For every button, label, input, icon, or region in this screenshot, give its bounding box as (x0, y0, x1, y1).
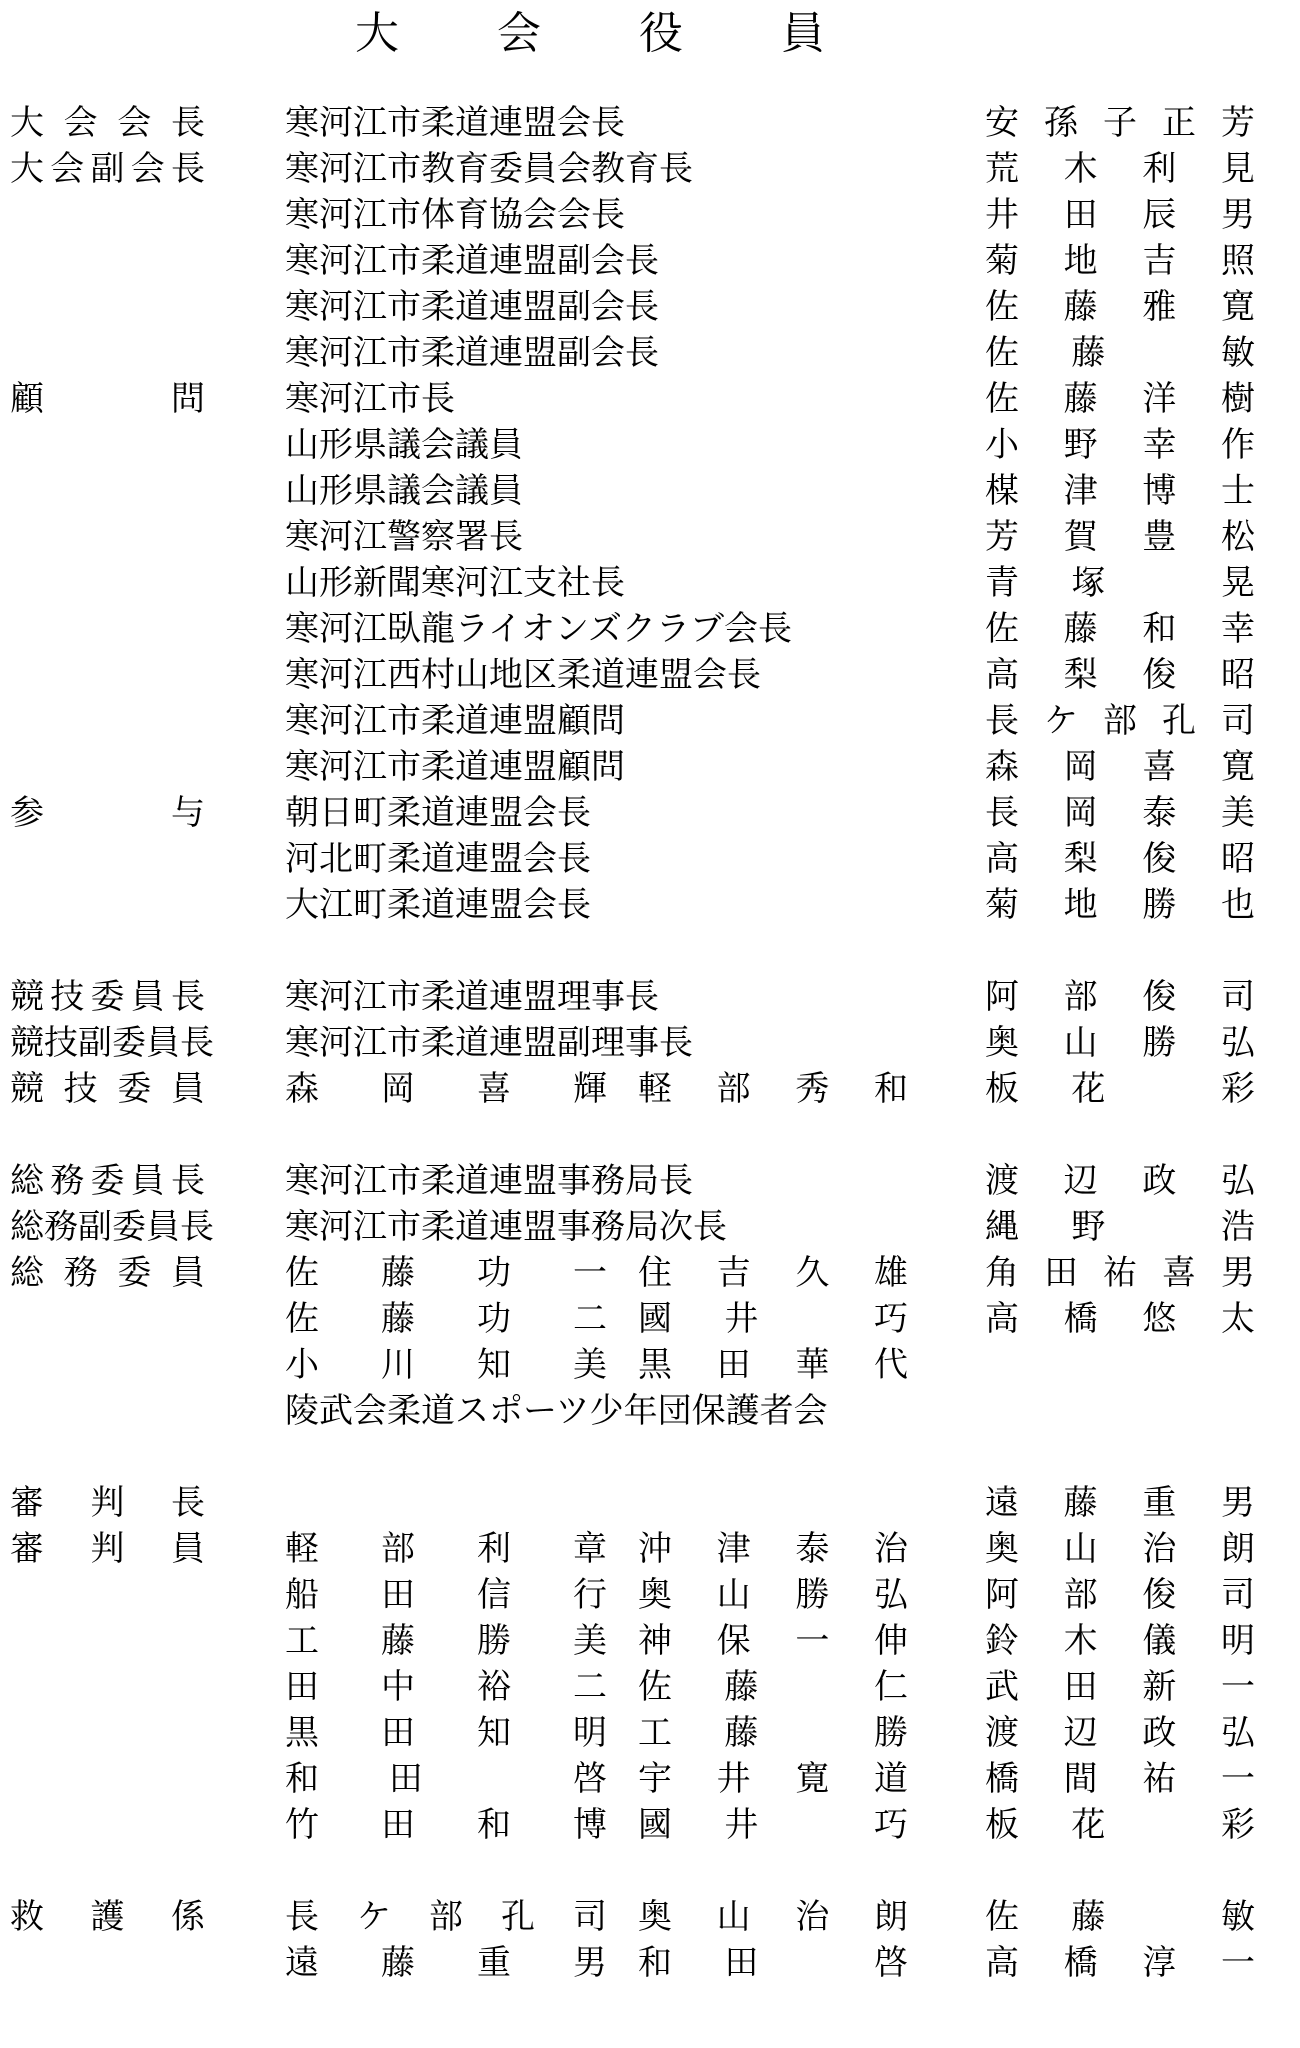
official-name: 高 橋 淳 一 (985, 1943, 1255, 1983)
roster-row (0, 1296, 1300, 1342)
member-name-left: 遠 藤 重 男 (285, 1943, 607, 1983)
roster-row (0, 652, 1300, 698)
member-name-left: 佐 藤 功 二 (285, 1299, 607, 1339)
official-name: 佐 藤 敏 (985, 333, 1255, 373)
member-name-middle: 和 田 啓 (638, 1943, 908, 1983)
role-label: 総 務 委 員 長 (10, 1161, 205, 1201)
member-name-left: 軽 部 利 章 (285, 1529, 607, 1569)
role-label: 競 技 副 委 員 長 (10, 1023, 214, 1063)
roster-row (0, 560, 1300, 606)
organization-title: 寒河江市長 (285, 379, 455, 419)
official-name: 角 田 祐 喜 男 (985, 1253, 1255, 1293)
member-name-left: 黒 田 知 明 (285, 1713, 607, 1753)
organization-title: 寒河江市柔道連盟顧問 (285, 747, 625, 787)
member-name-middle: 奥 山 治 朗 (638, 1897, 908, 1937)
organization-title: 山形県議会議員 (285, 471, 523, 511)
organization-title: 寒河江西村山地区柔道連盟会長 (285, 655, 761, 695)
roster-row (0, 1204, 1300, 1250)
roster-row (0, 744, 1300, 790)
roster-row (0, 974, 1300, 1020)
organization-title: 陵武会柔道スポーツ少年団保護者会 (285, 1391, 828, 1431)
official-name: 渡 辺 政 弘 (985, 1161, 1255, 1201)
member-name-left: 小 川 知 美 (285, 1345, 607, 1385)
member-name-middle: 國 井 巧 (638, 1299, 908, 1339)
roster-row (0, 238, 1300, 284)
roster-row (0, 790, 1300, 836)
role-label: 競 技 委 員 長 (10, 977, 205, 1017)
organization-title: 寒河江市柔道連盟副会長 (285, 333, 659, 373)
roster-row (0, 146, 1300, 192)
roster-row (0, 698, 1300, 744)
page-title: 大 会 役 員 (355, 8, 825, 59)
organization-title: 寒河江臥龍ライオンズクラブ会長 (285, 609, 792, 649)
member-name-middle: 工 藤 勝 (638, 1713, 908, 1753)
official-name: 小 野 幸 作 (985, 425, 1255, 465)
member-name-left: 和 田 啓 (285, 1759, 607, 1799)
role-label: 大 会 副 会 長 (10, 149, 205, 189)
official-name: 奥 山 治 朗 (985, 1529, 1255, 1569)
role-label: 審 判 員 (10, 1529, 205, 1569)
roster-row (0, 1618, 1300, 1664)
member-name-middle: 軽 部 秀 和 (638, 1069, 908, 1109)
organization-title: 寒河江市柔道連盟事務局次長 (285, 1207, 727, 1247)
member-name-middle: 國 井 巧 (638, 1805, 908, 1845)
organization-title: 寒河江市教育委員会教育長 (285, 149, 693, 189)
organization-title: 寒河江市柔道連盟副理事長 (285, 1023, 693, 1063)
official-name: 長 ケ 部 孔 司 (985, 701, 1255, 741)
official-name: 佐 藤 和 幸 (985, 609, 1255, 649)
official-name: 森 岡 喜 寛 (985, 747, 1255, 787)
role-label: 大 会 会 長 (10, 103, 205, 143)
official-name: 安 孫 子 正 芳 (985, 103, 1255, 143)
official-name: 阿 部 俊 司 (985, 977, 1255, 1017)
role-label: 総 務 委 員 (10, 1253, 205, 1293)
organization-title: 寒河江警察署長 (285, 517, 523, 557)
roster-row (0, 882, 1300, 928)
role-label: 総 務 副 委 員 長 (10, 1207, 214, 1247)
official-name: 井 田 辰 男 (985, 195, 1255, 235)
official-name: 菊 地 吉 照 (985, 241, 1255, 281)
organization-title: 大江町柔道連盟会長 (285, 885, 591, 925)
roster-row (0, 1572, 1300, 1618)
official-name: 高 橋 悠 太 (985, 1299, 1255, 1339)
member-name-middle: 奥 山 勝 弘 (638, 1575, 908, 1615)
roster-row (0, 514, 1300, 560)
member-name-left: 工 藤 勝 美 (285, 1621, 607, 1661)
official-name: 荒 木 利 見 (985, 149, 1255, 189)
official-name: 遠 藤 重 男 (985, 1483, 1255, 1523)
official-name: 縄 野 浩 (985, 1207, 1255, 1247)
official-name: 佐 藤 雅 寛 (985, 287, 1255, 327)
official-name: 高 梨 俊 昭 (985, 655, 1255, 695)
official-name: 佐 藤 敏 (985, 1897, 1255, 1937)
organization-title: 寒河江市柔道連盟事務局長 (285, 1161, 693, 1201)
roster-row (0, 1020, 1300, 1066)
organization-title: 朝日町柔道連盟会長 (285, 793, 591, 833)
roster-row (0, 1664, 1300, 1710)
official-name: 阿 部 俊 司 (985, 1575, 1255, 1615)
organization-title: 寒河江市柔道連盟副会長 (285, 241, 659, 281)
official-name: 鈴 木 儀 明 (985, 1621, 1255, 1661)
roster-row (0, 1756, 1300, 1802)
official-name: 長 岡 泰 美 (985, 793, 1255, 833)
official-name: 奥 山 勝 弘 (985, 1023, 1255, 1063)
official-name: 菊 地 勝 也 (985, 885, 1255, 925)
roster-row (0, 422, 1300, 468)
member-name-left: 佐 藤 功 一 (285, 1253, 607, 1293)
official-name: 高 梨 俊 昭 (985, 839, 1255, 879)
roster-row (0, 330, 1300, 376)
roster-row (0, 100, 1300, 146)
role-label: 参 与 (10, 793, 205, 833)
roster-row (0, 468, 1300, 514)
member-name-left: 田 中 裕 二 (285, 1667, 607, 1707)
organization-title: 寒河江市体育協会会長 (285, 195, 625, 235)
official-name: 佐 藤 洋 樹 (985, 379, 1255, 419)
roster-row (0, 1710, 1300, 1756)
official-name: 青 塚 晃 (985, 563, 1255, 603)
official-name: 橋 間 祐 一 (985, 1759, 1255, 1799)
roster-row (0, 1940, 1300, 1986)
roster-row (0, 1802, 1300, 1848)
member-name-left: 長 ケ 部 孔 司 (285, 1897, 607, 1937)
roster-row (0, 1480, 1300, 1526)
member-name-middle: 黒 田 華 代 (638, 1345, 908, 1385)
member-name-middle: 神 保 一 伸 (638, 1621, 908, 1661)
member-name-left: 竹 田 和 博 (285, 1805, 607, 1845)
organization-title: 山形新聞寒河江支社長 (285, 563, 625, 603)
member-name-middle: 住 吉 久 雄 (638, 1253, 908, 1293)
official-name: 芳 賀 豊 松 (985, 517, 1255, 557)
roster-row (0, 1158, 1300, 1204)
member-name-middle: 宇 井 寛 道 (638, 1759, 908, 1799)
member-name-middle: 佐 藤 仁 (638, 1667, 908, 1707)
organization-title: 河北町柔道連盟会長 (285, 839, 591, 879)
organization-title: 山形県議会議員 (285, 425, 523, 465)
official-name: 板 花 彩 (985, 1069, 1255, 1109)
organization-title: 寒河江市柔道連盟顧問 (285, 701, 625, 741)
roster-row (0, 1388, 1300, 1434)
role-label: 救 護 係 (10, 1897, 205, 1937)
member-name-middle: 沖 津 泰 治 (638, 1529, 908, 1569)
official-name: 武 田 新 一 (985, 1667, 1255, 1707)
role-label: 審 判 長 (10, 1483, 205, 1523)
roster-row (0, 1250, 1300, 1296)
roster-row (0, 376, 1300, 422)
organization-title: 寒河江市柔道連盟理事長 (285, 977, 659, 1017)
official-name: 楳 津 博 士 (985, 471, 1255, 511)
member-name-left: 森 岡 喜 輝 (285, 1069, 607, 1109)
roster-row (0, 1526, 1300, 1572)
roster-row (0, 606, 1300, 652)
role-label: 顧 問 (10, 379, 205, 419)
roster-row (0, 1066, 1300, 1112)
member-name-left: 船 田 信 行 (285, 1575, 607, 1615)
role-label: 競 技 委 員 (10, 1069, 205, 1109)
official-name: 渡 辺 政 弘 (985, 1713, 1255, 1753)
organization-title: 寒河江市柔道連盟会長 (285, 103, 625, 143)
roster-row (0, 284, 1300, 330)
roster-row (0, 836, 1300, 882)
roster-row (0, 1342, 1300, 1388)
roster-row (0, 1894, 1300, 1940)
organization-title: 寒河江市柔道連盟副会長 (285, 287, 659, 327)
official-name: 板 花 彩 (985, 1805, 1255, 1845)
roster-row (0, 192, 1300, 238)
